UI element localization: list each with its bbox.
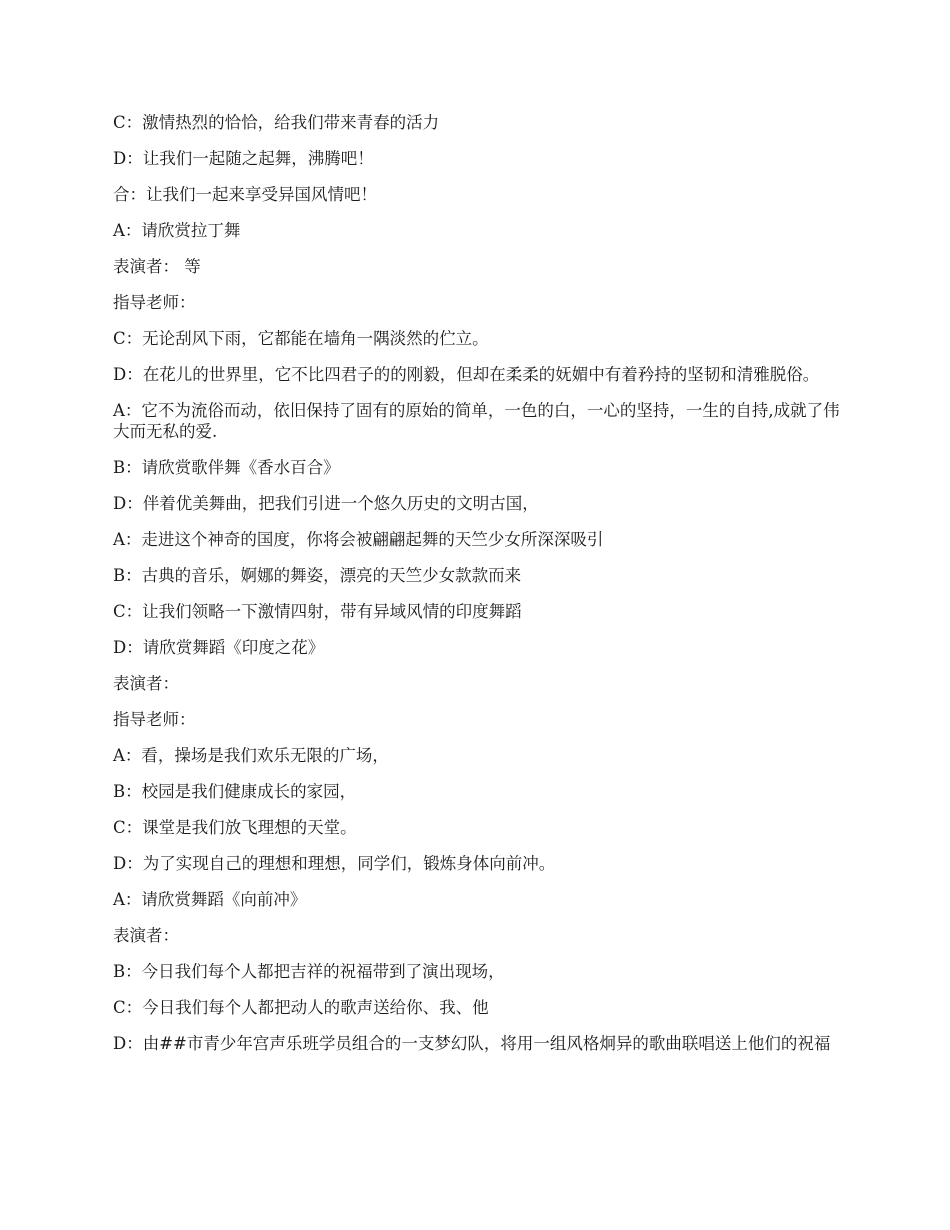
script-line: 指导老师： <box>113 710 196 729</box>
script-line: 表演者： 等 <box>113 257 201 276</box>
script-line: 表演者： <box>113 674 179 693</box>
script-line: A：它不为流俗而动，依旧保持了固有的原始的简单，一色的白，一心的坚持，一生的自持,成就了伟大而无私的爱. <box>113 401 840 441</box>
script-line: B：校园是我们健康成长的家园， <box>113 782 357 801</box>
script-line: C：今日我们每个人都把动人的歌声送给你、我、他 <box>113 998 489 1017</box>
script-line: B：古典的音乐，婀娜的舞姿，漂亮的天竺少女款款而来 <box>113 566 522 585</box>
script-line: C：激情热烈的恰恰，给我们带来青春的活力 <box>113 113 440 132</box>
script-line: C：课堂是我们放飞理想的天堂。 <box>113 818 357 837</box>
script-line: B：今日我们每个人都把吉祥的祝福带到了演出现场， <box>113 962 505 981</box>
script-line: D：在花儿的世界里，它不比四君子的的刚毅，但却在柔柔的妩媚中有着矜持的坚韧和清雅脱俗。 <box>113 365 820 384</box>
script-line: D：为了实现自己的理想和理想，同学们，锻炼身体向前冲。 <box>113 854 556 873</box>
script-line: D：伴着优美舞曲，把我们引进一个悠久历史的文明古国， <box>113 494 539 513</box>
script-line: 合：让我们一起来享受异国风情吧！ <box>113 185 377 204</box>
document-body <box>113 112 843 1054</box>
script-line: B：请欣赏歌伴舞《香水百合》 <box>113 458 340 477</box>
script-line: D：由##市青少年宫声乐班学员组合的一支梦幻队，将用一组风格炯异的歌曲联唱送上他们的祝福 <box>113 1034 831 1053</box>
script-line: A：看，操场是我们欢乐无限的广场， <box>113 746 389 765</box>
script-line: 指导老师： <box>113 293 196 312</box>
script-line: C：让我们领略一下激情四射，带有异域风情的印度舞蹈 <box>113 602 522 621</box>
script-line: C：无论刮风下雨，它都能在墙角一隅淡然的伫立。 <box>113 329 489 348</box>
script-line: D：请欣赏舞蹈《印度之花》 <box>113 638 325 657</box>
script-line: D：让我们一起随之起舞，沸腾吧！ <box>113 149 374 168</box>
script-line: A：请欣赏拉丁舞 <box>113 221 241 240</box>
script-line: A：走进这个神奇的国度，你将会被翩翩起舞的天竺少女所深深吸引 <box>113 530 604 549</box>
script-line: A：请欣赏舞蹈《向前冲》 <box>113 890 307 909</box>
script-line: 表演者： <box>113 926 179 945</box>
